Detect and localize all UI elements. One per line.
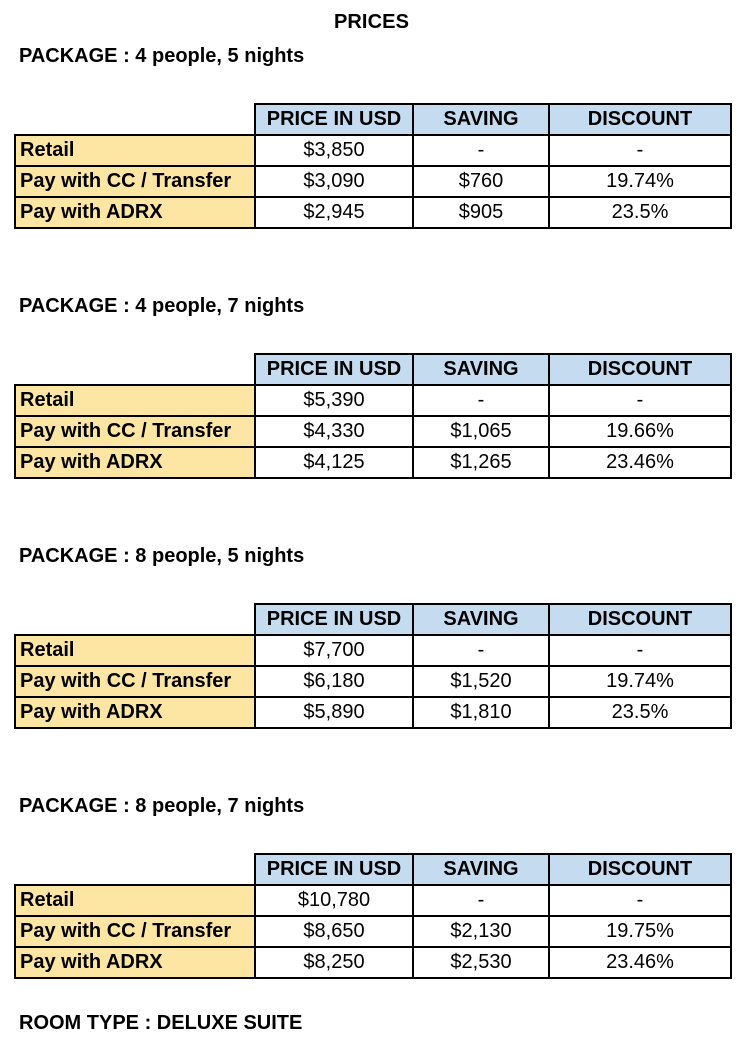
page-title: PRICES xyxy=(333,11,410,33)
row-label: Retail xyxy=(15,385,255,416)
row-label: Pay with ADRX xyxy=(15,947,255,978)
column-header-saving: SAVING xyxy=(413,104,549,135)
row-label: Pay with ADRX xyxy=(15,697,255,728)
discount-cell: - xyxy=(549,135,731,166)
table-row xyxy=(15,197,731,228)
table-row xyxy=(15,947,731,978)
table-row xyxy=(15,385,731,416)
price-cell: $4,330 xyxy=(255,416,413,447)
empty-header-cell xyxy=(15,354,255,385)
table-header-row xyxy=(15,854,731,885)
price-cell: $5,390 xyxy=(255,385,413,416)
saving-cell: $760 xyxy=(413,166,549,197)
discount-cell: - xyxy=(549,885,731,916)
saving-cell: - xyxy=(413,635,549,666)
row-label: Pay with CC / Transfer xyxy=(15,916,255,947)
table-row xyxy=(15,416,731,447)
saving-cell: - xyxy=(413,135,549,166)
column-header-price: PRICE IN USD xyxy=(255,854,413,885)
empty-header-cell xyxy=(15,604,255,635)
column-header-saving: SAVING xyxy=(413,604,549,635)
table-row xyxy=(15,166,731,197)
row-label: Pay with CC / Transfer xyxy=(15,166,255,197)
discount-cell: - xyxy=(549,385,731,416)
row-label: Pay with CC / Transfer xyxy=(15,666,255,697)
saving-cell: $2,130 xyxy=(413,916,549,947)
discount-cell: 19.74% xyxy=(549,666,731,697)
table-header-row xyxy=(15,104,731,135)
discount-cell: 23.5% xyxy=(549,697,731,728)
price-cell: $3,090 xyxy=(255,166,413,197)
table-row xyxy=(15,135,731,166)
discount-cell: 23.46% xyxy=(549,447,731,478)
row-label: Retail xyxy=(15,135,255,166)
price-cell: $7,700 xyxy=(255,635,413,666)
saving-cell: $1,810 xyxy=(413,697,549,728)
saving-cell: $905 xyxy=(413,197,549,228)
price-table xyxy=(14,853,732,979)
package-heading: PACKAGE : 4 people, 5 nights xyxy=(19,45,305,67)
row-label: Pay with ADRX xyxy=(15,197,255,228)
package-heading: PACKAGE : 4 people, 7 nights xyxy=(19,295,305,317)
table-row xyxy=(15,666,731,697)
package-heading: PACKAGE : 8 people, 5 nights xyxy=(19,545,305,567)
column-header-price: PRICE IN USD xyxy=(255,604,413,635)
empty-header-cell xyxy=(15,854,255,885)
table-row xyxy=(15,885,731,916)
row-label: Retail xyxy=(15,885,255,916)
column-header-price: PRICE IN USD xyxy=(255,104,413,135)
column-header-saving: SAVING xyxy=(413,354,549,385)
column-header-discount: DISCOUNT xyxy=(549,354,731,385)
table-row xyxy=(15,916,731,947)
table-row xyxy=(15,697,731,728)
column-header-discount: DISCOUNT xyxy=(549,104,731,135)
discount-cell: 23.46% xyxy=(549,947,731,978)
price-cell: $4,125 xyxy=(255,447,413,478)
column-header-discount: DISCOUNT xyxy=(549,854,731,885)
row-label: Pay with ADRX xyxy=(15,447,255,478)
price-cell: $2,945 xyxy=(255,197,413,228)
price-cell: $10,780 xyxy=(255,885,413,916)
saving-cell: $2,530 xyxy=(413,947,549,978)
package-heading: PACKAGE : 8 people, 7 nights xyxy=(19,795,305,817)
column-header-saving: SAVING xyxy=(413,854,549,885)
price-table xyxy=(14,353,732,479)
table-header-row xyxy=(15,354,731,385)
saving-cell: $1,520 xyxy=(413,666,549,697)
price-cell: $6,180 xyxy=(255,666,413,697)
saving-cell: $1,065 xyxy=(413,416,549,447)
discount-cell: 19.66% xyxy=(549,416,731,447)
room-type-label: ROOM TYPE : DELUXE SUITE xyxy=(19,1012,303,1034)
price-cell: $8,250 xyxy=(255,947,413,978)
discount-cell: 23.5% xyxy=(549,197,731,228)
discount-cell: - xyxy=(549,635,731,666)
price-table xyxy=(14,603,732,729)
saving-cell: - xyxy=(413,885,549,916)
column-header-price: PRICE IN USD xyxy=(255,354,413,385)
price-cell: $8,650 xyxy=(255,916,413,947)
table-row xyxy=(15,635,731,666)
saving-cell: $1,265 xyxy=(413,447,549,478)
saving-cell: - xyxy=(413,385,549,416)
column-header-discount: DISCOUNT xyxy=(549,604,731,635)
price-cell: $5,890 xyxy=(255,697,413,728)
table-row xyxy=(15,447,731,478)
price-table xyxy=(14,103,732,229)
row-label: Pay with CC / Transfer xyxy=(15,416,255,447)
discount-cell: 19.75% xyxy=(549,916,731,947)
row-label: Retail xyxy=(15,635,255,666)
empty-header-cell xyxy=(15,104,255,135)
price-cell: $3,850 xyxy=(255,135,413,166)
discount-cell: 19.74% xyxy=(549,166,731,197)
table-header-row xyxy=(15,604,731,635)
